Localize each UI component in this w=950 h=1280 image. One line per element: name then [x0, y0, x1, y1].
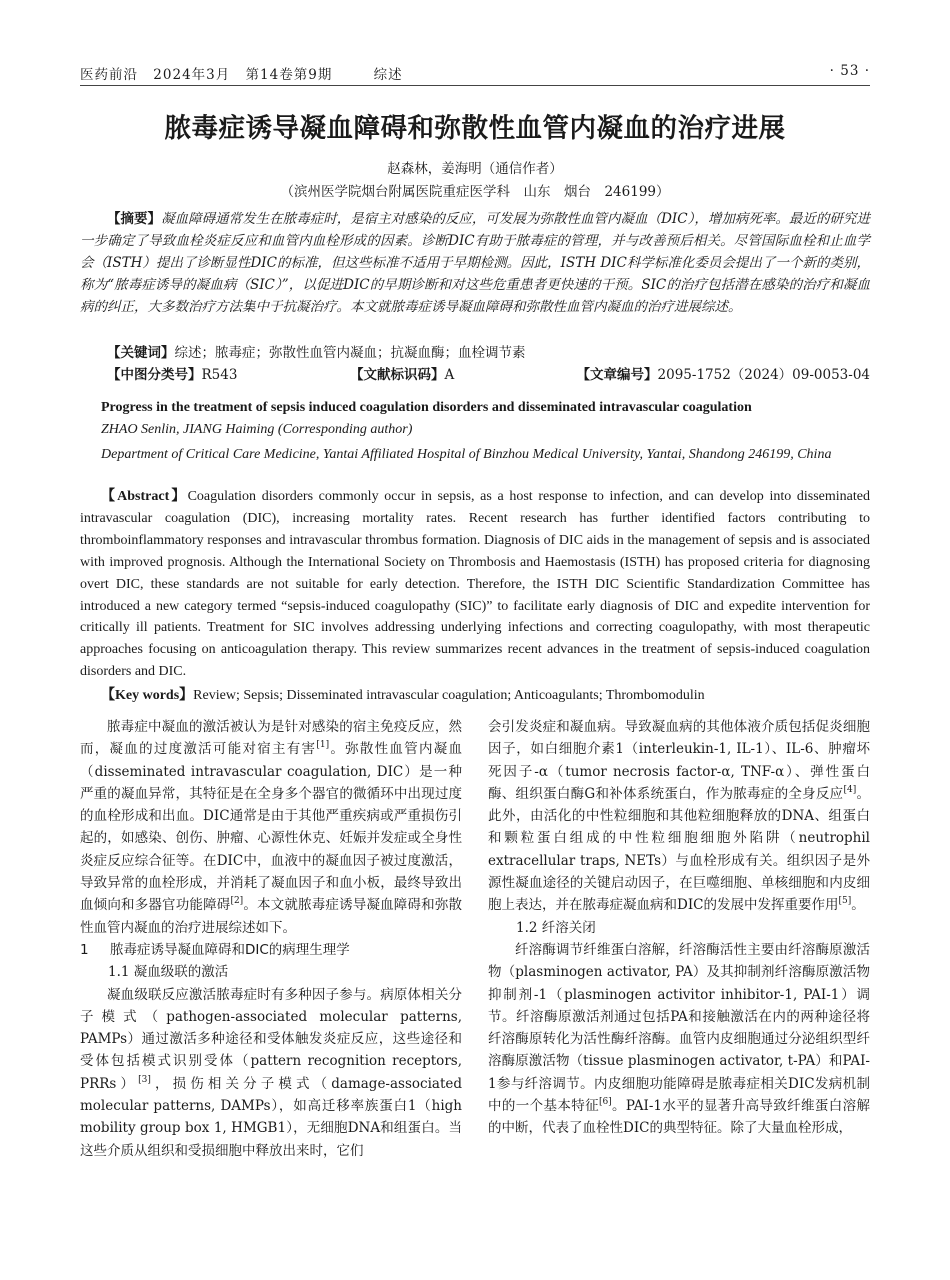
citation-ref: [2] [230, 896, 244, 907]
chinese-abstract [80, 208, 870, 318]
doc-label: 【文献标识码】 [350, 367, 445, 383]
article-number [577, 364, 870, 386]
keywords-text: 综述；脓毒症；弥散性血管内凝血；抗凝血酶；血栓调节素 [174, 345, 526, 361]
citation-ref: [1] [316, 740, 330, 751]
clc-number [107, 364, 237, 386]
paragraph-text: 。弥散性血管内凝血（disseminated intravascular coagulation, DIC）是一种严重的凝血异常，其特征是在全身多个器官的微循环中出现过度的血栓形成和出血。DIC通常是由于其他严重疾病或严重损伤引起的，如感染、创伤、肿瘤、心源性休克、妊娠并发症或全身性炎症反应综合征等。在DIC中，血液中的凝血因子被过度激活，导致异常的血栓形成，并消耗了凝血因子和血小板，最终导致出血倾向和多器官功能障碍 [80, 741, 463, 914]
running-header [80, 63, 870, 86]
section-name: 综述 [373, 67, 403, 83]
english-abstract-label: 【Abstract】 [101, 489, 188, 504]
body-paragraph [488, 939, 870, 1140]
paragraph-text: 。PAI-1水平的显著升高导致纤维蛋白溶解的中断，代表了血栓性DIC的典型特征。除了大量血栓形成， [488, 1098, 871, 1137]
abstract-label: 【摘要】 [107, 211, 162, 227]
header-left [80, 63, 413, 83]
paragraph-text: ，损伤相关分子模式（damage-associated molecular patterns, DAMPs），如高迁移率族蛋白1（high mobility group box 1, HMGB1），无细胞DNA和组蛋白。当这些介质从组织和受损细胞中释放出来时，它们 [80, 1075, 463, 1159]
article-meta [107, 364, 870, 386]
art-label: 【文章编号】 [576, 367, 658, 383]
doc-value: A [444, 367, 455, 383]
body-column-right [488, 716, 870, 1140]
article-title: 脓毒症诱导凝血障碍和弥散性血管内凝血的治疗进展 [164, 113, 786, 144]
journal-name: 医药前沿 [80, 67, 138, 83]
subsection-heading: 1.1 凝血级联的激活 [108, 964, 229, 981]
chinese-keywords [107, 342, 526, 364]
issue-volume: 第14卷第9期 [245, 67, 333, 83]
section-number: 1 [80, 941, 89, 958]
citation-ref: [5] [838, 896, 852, 907]
english-keywords-text: Review; Sepsis; Disseminated intravascular coagulation; Anticoagulants; Thrombomodulin [193, 688, 705, 703]
english-authors: ZHAO Senlin, JIANG Haiming (Corresponding author) [101, 422, 413, 437]
english-abstract [80, 486, 870, 683]
paragraph-text: 会引发炎症和凝血病。导致凝血病的其他体液介质包括促炎细胞因子，如白细胞介素1（interleukin-1, IL-1）、IL-6、肿瘤坏死因子-α（tumor necrosis factor-α, TNF-α）、弹性蛋白酶、组织蛋白酶G和补体系统蛋白，作为脓毒症的全身反应 [488, 719, 870, 802]
citation-ref: [4] [843, 784, 857, 795]
section-heading [80, 939, 462, 961]
article-authors: 赵森林，姜海明（通信作者） [387, 161, 563, 177]
abstract-text: 凝血障碍通常发生在脓毒症时，是宿主对感染的反应，可发展为弥散性血管内凝血（DIC），增加病死率。最近的研究进一步确定了导致血栓炎症反应和血管内血栓形成的因素。诊断DIC有助于脓毒症的管理，并与改善预后相关。尽管国际血栓和止血学会（ISTH）提出了诊断显性DIC的标准，但这些标准不适用于早期检测。因此，ISTH DIC科学标准化委员会提出了一个新的类别，称为“脓毒症诱导的凝血病（SIC）”，以促进DIC的早期诊断和对这些危重患者更快速的干预。SIC的治疗包括潜在感染的治疗和凝血病的纠正，大多数治疗方法集中于抗凝治疗。本文就脓毒症诱导凝血障碍和弥散性血管内凝血的治疗进展综述。 [80, 211, 871, 315]
english-title: Progress in the treatment of sepsis induced coagulation disorders and disseminated intravascular coagulation [101, 400, 752, 415]
body-paragraph [488, 716, 870, 917]
page-number: · 53 · [829, 63, 870, 79]
paragraph-text: 。 [851, 897, 865, 914]
english-keywords-label: 【Key words】 [101, 688, 194, 703]
clc-value: R543 [201, 367, 238, 383]
paragraph-text: 脓毒症中凝血的激活被认为是针对感染的宿主免疫反应，然而，凝血的过度激活可能对宿主有害 [80, 719, 462, 758]
citation-ref: [6] [598, 1097, 612, 1108]
keywords-label: 【关键词】 [107, 345, 175, 361]
body-column-left [80, 716, 462, 1162]
english-abstract-text: Coagulation disorders commonly occur in sepsis, as a host response to infection, and can develop into disseminated intravascular coagulation (DIC), increasing mortality rates. Recent research has further identified factors contributing to thromboinflammatory responses and intravascular thrombus formation. Diagnosis of DIC aids in the management of sepsis and is associated with improved prognosis. Although the International Society on Thrombosis and Haemostasis (ISTH) has proposed criteria for diagnosing overt DIC, these standards are not suitable for early detection. Therefore, the ISTH DIC Scientific Standardization Committee has introduced a new category termed “sepsis-induced coagulopathy (SIC)” to facilitate early diagnosis of DIC and expedite intervention for critically ill patients. Treatment for SIC involves addressing underlying infections and correcting coagulopathy, with most therapeutic approaches focusing on anticoagulation therapy. This review summarizes recent advances in the treatment of sepsis-induced coagulation disorders and DIC. [80, 489, 870, 680]
document-code [350, 364, 454, 386]
issue-date: 2024年3月 [153, 67, 231, 83]
paragraph-text: 。本文就脓毒症诱导凝血障碍和弥散性血管内凝血的治疗进展综述如下。 [80, 897, 463, 936]
art-value: 2095-1752（2024）09-0053-04 [657, 367, 870, 383]
english-affiliation: Department of Critical Care Medicine, Yantai Affiliated Hospital of Binzhou Medical University, Yantai, Shandong 246199, China [101, 447, 832, 462]
subsection-heading: 1.2 纤溶关闭 [516, 919, 596, 936]
paragraph-text: 凝血级联反应激活脓毒症时有多种因子参与。病原体相关分子模式（pathogen-associated molecular patterns, PAMPs）通过激活多种途径和受体触发炎症反应，这些途径和受体包括模式识别受体（pattern recognition receptors, PRRs） [80, 986, 462, 1092]
article-affiliation: （滨州医学院烟台附属医院重症医学科 山东 烟台 246199） [280, 184, 670, 200]
english-keywords [101, 684, 705, 704]
paragraph-text: 。此外，由活化的中性粒细胞和其他粒细胞释放的DNA、组蛋白和颗粒蛋白组成的中性粒细胞细胞外陷阱（neutrophil extracellular traps, NETs）与血栓形成有关。组织因子是外源性凝血途径的关键启动因子，在巨噬细胞、单核细胞和内皮细胞上表达，并在脓毒症凝血病和DIC的发展中发挥重要作用 [488, 785, 870, 914]
clc-label: 【中图分类号】 [107, 367, 202, 383]
citation-ref: [3] [138, 1074, 151, 1085]
section-title: 脓毒症诱导凝血障碍和DIC的病理生理学 [110, 941, 350, 958]
body-paragraph [80, 984, 462, 1162]
paragraph-text: 纤溶酶调节纤维蛋白溶解，纤溶酶活性主要由纤溶酶原激活物（plasminogen activator, PA）及其抑制剂纤溶酶原激活物抑制剂-1（plasminogen activitor inhibitor-1, PAI-1）调节。纤溶酶原激活剂通过包括PA和接触激活在内的两种途径将纤溶酶原转化为活性酶纤溶酶。血管内皮细胞通过分泌组织型纤溶酶原激活物（tissue plasminogen activator, t-PA）和PAI-1参与纤溶调节。内皮细胞功能障碍是脓毒症相关DIC发病机制中的一个基本特征 [488, 941, 870, 1115]
body-paragraph [80, 716, 462, 939]
